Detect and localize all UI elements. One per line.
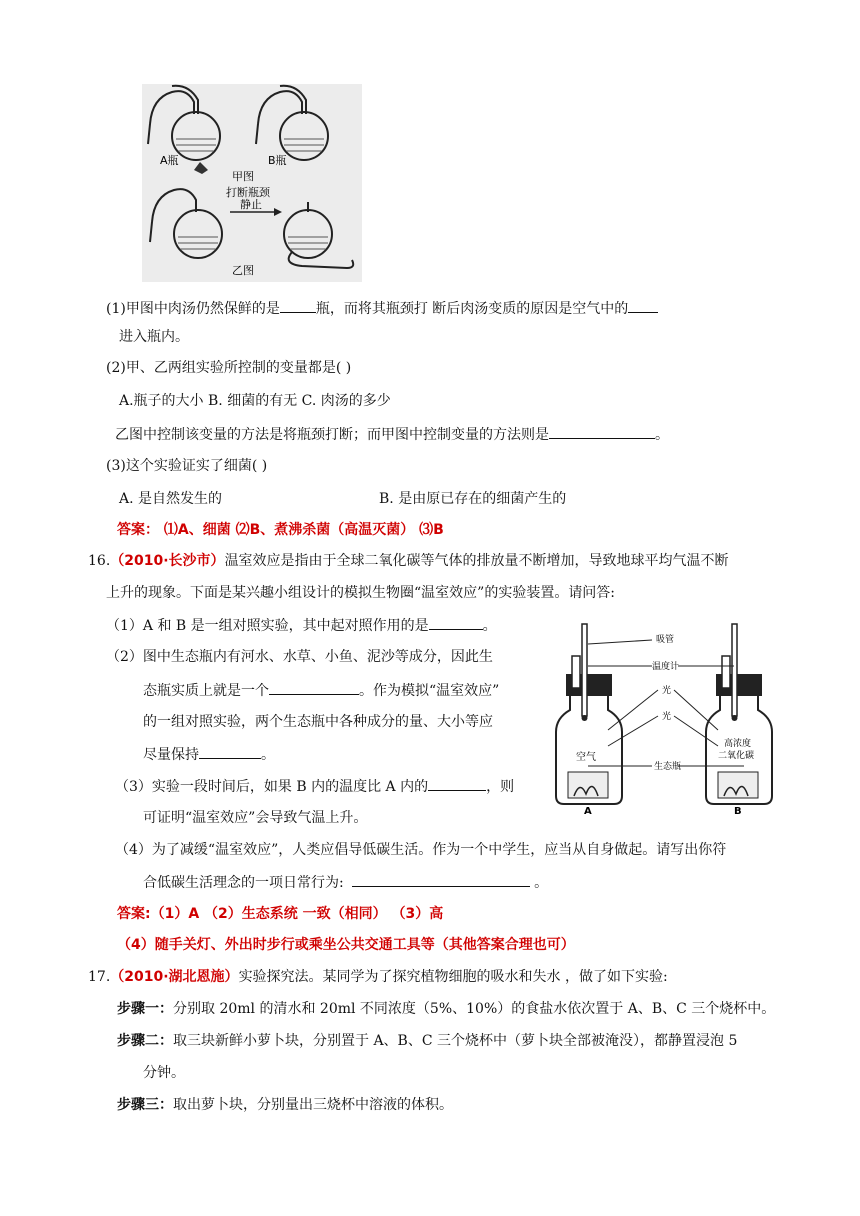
- q16-source: （2010·长沙市）: [110, 553, 225, 569]
- blank: [429, 615, 483, 630]
- q15-part1-line1: (1)甲图中肉汤仍然保鲜的是 瓶，而将其瓶颈打 断后肉汤变质的原因是空气中的: [106, 298, 658, 319]
- blank: [199, 744, 261, 759]
- label-eco-bottle: 生态瓶: [654, 762, 682, 772]
- blank: [269, 680, 359, 695]
- blank: [628, 298, 658, 313]
- label-flask-a: A瓶: [160, 154, 179, 167]
- q15-part2: (2)甲、乙两组实验所控制的变量都是( ): [106, 360, 352, 376]
- q16-sub3-line1: （3）实验一段时间后，如果 B 内的温度比 A 内的 ，则: [115, 776, 514, 797]
- q15-answer: 答案： ⑴A、细菌 ⑵B、煮沸杀菌（高温灭菌） ⑶B: [117, 522, 444, 538]
- q16-sub2-line4: 尽量保持 。: [143, 744, 275, 765]
- q16-answer-line1: 答案:（1）A （2）生态系统 一致（相同） （3）高: [117, 906, 444, 922]
- q16-sub2-line2: 态瓶实质上就是一个 。作为模拟“温室效应”: [143, 680, 499, 701]
- pasteur-flask-figure: [142, 84, 362, 282]
- label-flask-b: B瓶: [268, 154, 287, 167]
- caption-yi: 乙图: [232, 264, 254, 277]
- q15-part1-line2: 进入瓶内。: [119, 329, 189, 345]
- greenhouse-experiment-figure: [548, 620, 778, 814]
- q17-step2-line2: 分钟。: [143, 1065, 185, 1081]
- q16-sub1: （1）A 和 B 是一组对照实验，其中起对照作用的是 。: [106, 615, 497, 636]
- q16-answer-line2: （4）随手关灯、外出时步行或乘坐公共交通工具等（其他答案合理也可）: [117, 937, 575, 953]
- q15-part2-options: A.瓶子的大小 B. 细菌的有无 C. 肉汤的多少: [119, 393, 391, 409]
- label-bottle-b: B: [734, 806, 742, 814]
- q16-intro-line2: 上升的现象。下面是某兴趣小组设计的模拟生物圈“温室效应”的实验装置。请问答:: [106, 585, 616, 601]
- label-light-1: 光: [662, 686, 672, 696]
- blank: [280, 298, 316, 313]
- q16-sub2-line1: （2）图中生态瓶内有河水、水草、小鱼、泥沙等成分，因此生: [106, 649, 493, 665]
- label-bottle-a: A: [584, 806, 592, 814]
- q17-intro: 17.（2010·湖北恩施）实验探究法。某同学为了探究植物细胞的吸水和失水 ，做了如下实验:: [88, 969, 668, 985]
- label-straw: 吸管: [656, 635, 675, 645]
- q15-part2-note: 乙图中控制该变量的方法是将瓶颈打断；而甲图中控制变量的方法则是 。: [115, 424, 669, 445]
- q15-part3-option-b: B. 是由原已存在的细菌产生的: [379, 491, 567, 507]
- label-light-2: 光: [662, 712, 672, 722]
- q15-part3: (3)这个实验证实了细菌( ): [106, 458, 268, 474]
- q17-step2-line1: 步骤二：取三块新鲜小萝卜块，分别置于 A、B、C 三个烧杯中（萝卜块全部被淹没），都静置浸泡 5: [117, 1033, 738, 1049]
- q17-source: （2010·湖北恩施）: [110, 969, 239, 985]
- q15-part3-option-a: A. 是自然发生的: [119, 491, 223, 507]
- label-co2-1: 高浓度: [724, 739, 752, 749]
- blank: [428, 776, 486, 791]
- q16-sub4-line2: 合低碳生活理念的一项日常行为: 。: [143, 872, 548, 893]
- arrow-label-1: 打断瓶颈: [226, 186, 270, 199]
- q16-sub4-line1: （4）为了减缓“温室效应”，人类应倡导低碳生活。作为一个中学生，应当从自身做起。请写出你符: [115, 842, 727, 858]
- q16-sub3-line2: 可证明“温室效应”会导致气温上升。: [143, 810, 368, 826]
- q16-intro-line1: 16.（2010·长沙市）温室效应是指由于全球二氧化碳等气体的排放量不断增加，导致地球平均气温不断: [88, 553, 729, 569]
- label-air: 空气: [576, 752, 596, 763]
- q16-sub2-line3: 的一组对照实验，两个生态瓶中各种成分的量、大小等应: [143, 714, 493, 730]
- blank: [352, 872, 530, 887]
- q17-step1: 步骤一：分别取 20ml 的清水和 20ml 不同浓度（5%、10%）的食盐水依次置于 A、B、C 三个烧杯中。: [117, 1001, 776, 1017]
- caption-jia: 甲图: [232, 170, 254, 183]
- label-co2-2: 二氧化碳: [718, 751, 755, 761]
- label-thermometer: 温度计: [652, 662, 680, 672]
- blank: [549, 424, 655, 439]
- q17-step3: 步骤三：取出萝卜块，分别量出三烧杯中溶液的体积。: [117, 1097, 453, 1113]
- arrow-label-2: 静止: [240, 198, 262, 211]
